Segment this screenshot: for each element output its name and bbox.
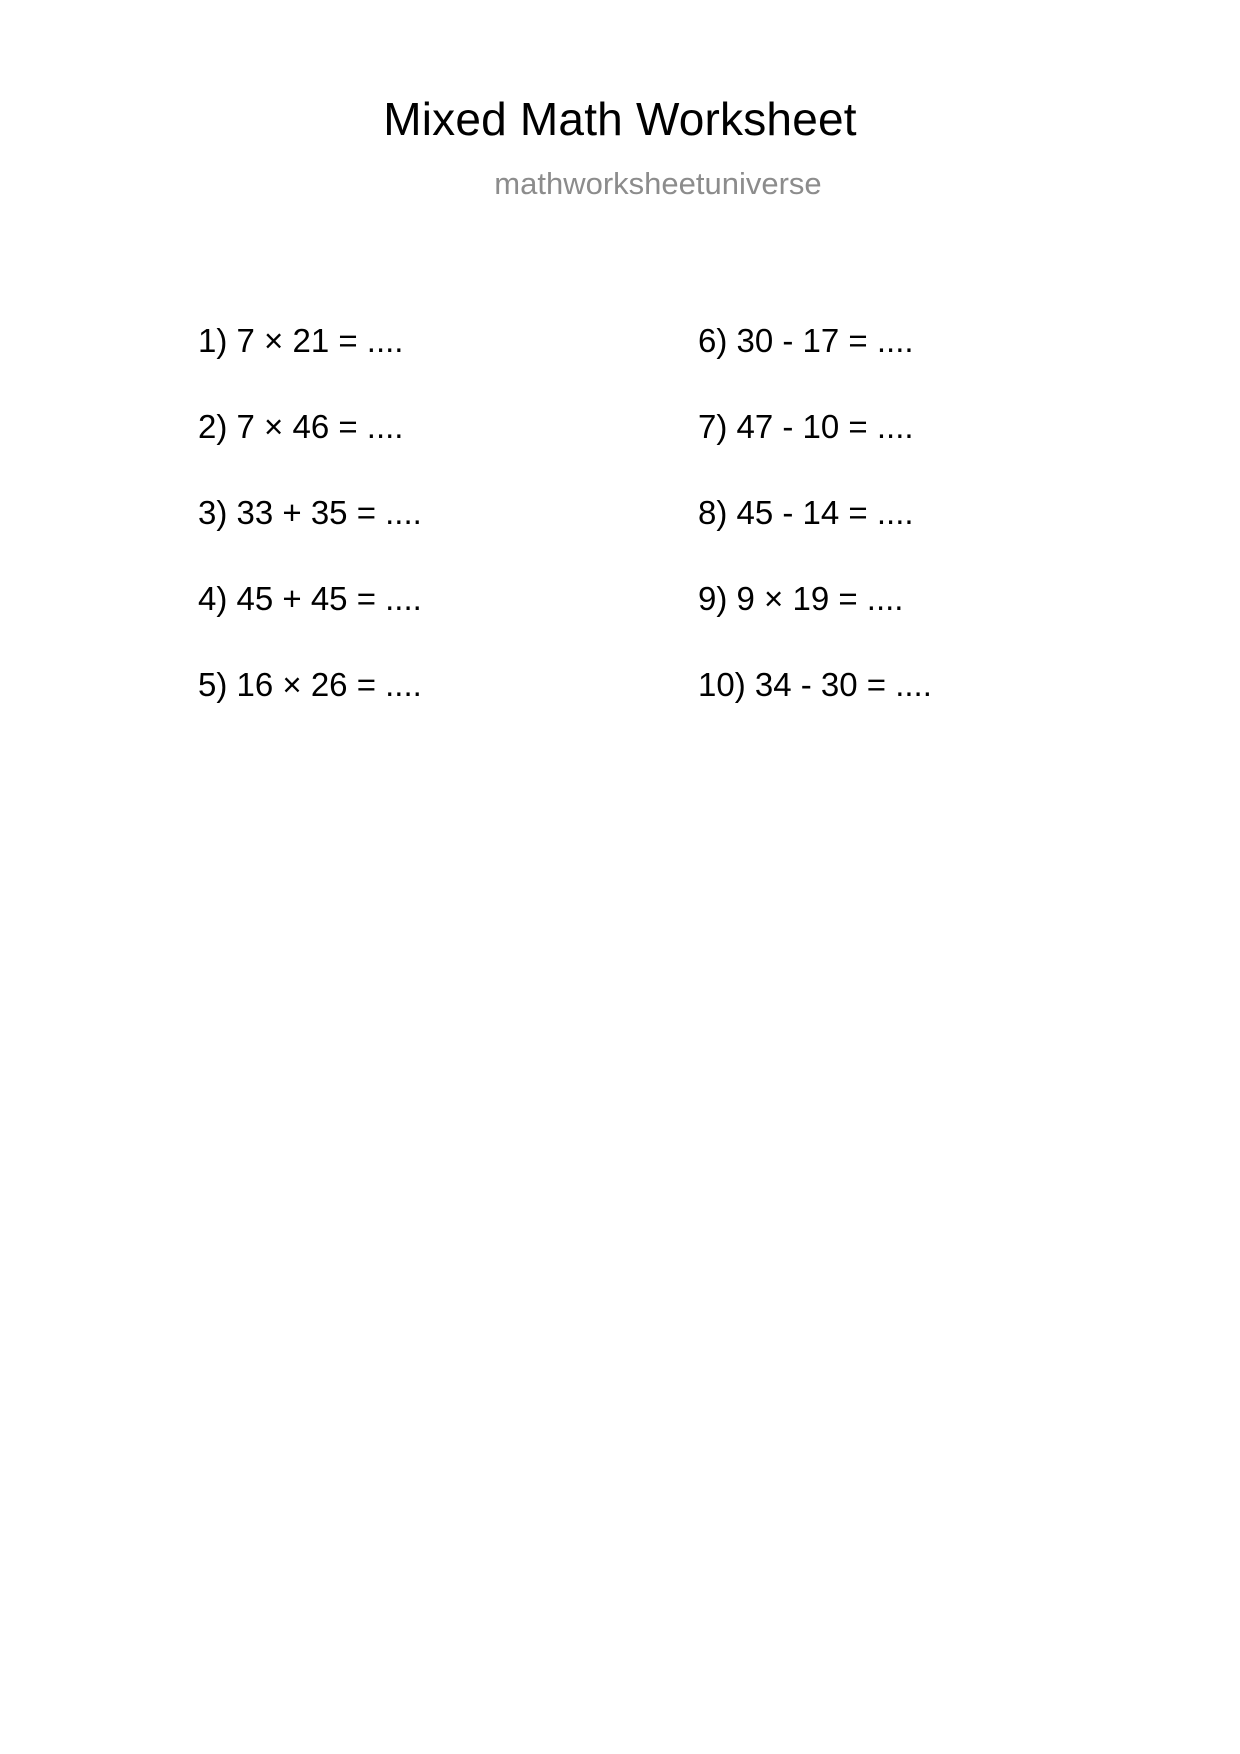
problem-item: 7) 47 - 10 = .... [698,408,914,445]
problem-item: 2) 7 × 46 = .... [198,408,404,445]
problem-list [0,298,1240,728]
problem-item: 5) 16 × 26 = .... [198,666,422,703]
page-title: Mixed Math Worksheet [383,93,857,145]
problem-item: 4) 45 + 45 = .... [198,580,422,617]
problem-item: 9) 9 × 19 = .... [698,580,904,617]
problem-item: 3) 33 + 35 = .... [198,494,422,531]
problem-item: 6) 30 - 17 = .... [698,322,914,359]
problem-item: 8) 45 - 14 = .... [698,494,914,531]
page-subtitle: mathworksheetuniverse [494,166,822,201]
problem-item: 10) 34 - 30 = .... [698,666,932,703]
problem-item: 1) 7 × 21 = .... [198,322,404,359]
